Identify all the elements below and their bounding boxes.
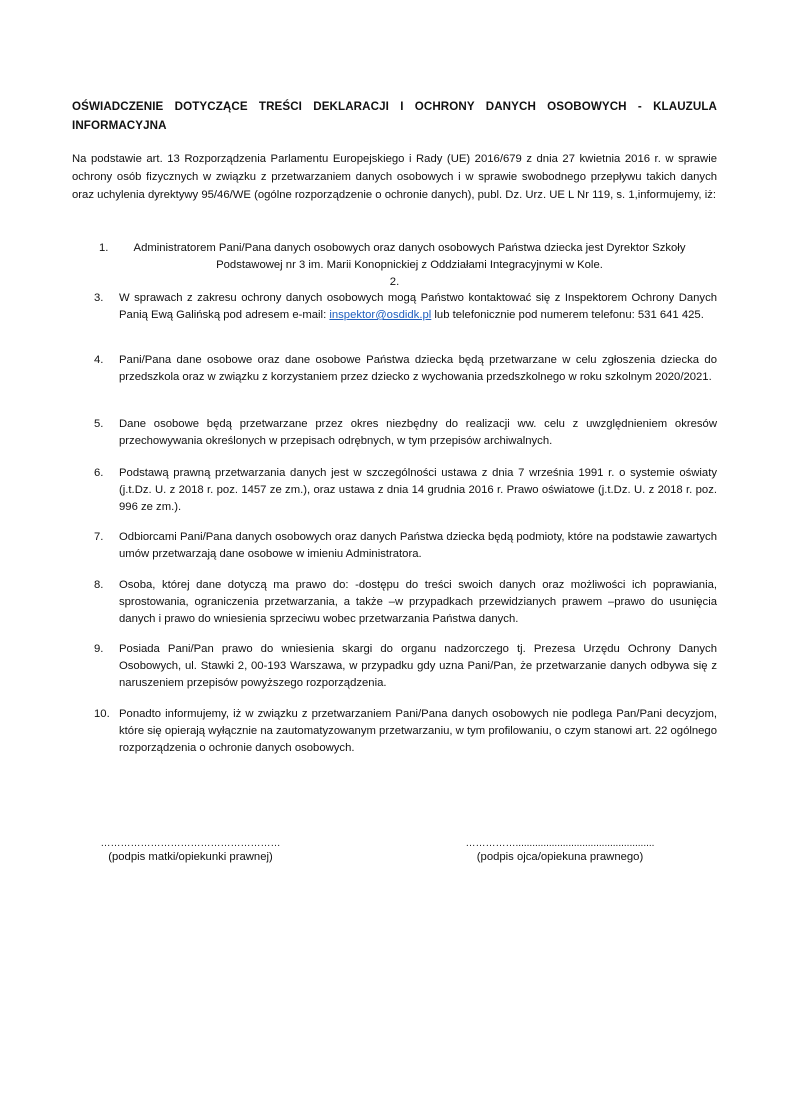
list-item-number: 7. <box>94 531 104 543</box>
list-item-text: Ponadto informujemy, iż w związku z przetwarzaniem Pani/Pana danych osobowych nie podlega Pan/Pani decyzjom, które się opierają wyłącznie na zautomatyzowanym przetwarzaniu, w tym profilowaniu, o czym stanowi art. 22 ogólnego rozporządzenia o ochronie danych osobowych. <box>119 708 717 754</box>
signature-left <box>98 838 283 863</box>
list-item-number: 9. <box>94 643 104 655</box>
list-item-number: 4. <box>94 354 104 366</box>
list-item-sub-number: 2. <box>389 276 400 288</box>
list-item-number: 5. <box>94 418 104 430</box>
list-item-number: 6. <box>94 467 104 479</box>
list-item-text: Osoba, której dane dotyczą ma prawo do: -dostępu do treści swoich danych oraz możliwości ich poprawiania, sprostowania, ograniczenia przetwarzania, a także –w przypadkach przewidzianych prawem –prawo do usunięcia danych i prawo do wniesienia sprzeciwu wobec przetwarzania Państwa danych. <box>119 579 717 625</box>
list-item-9 <box>72 641 717 692</box>
list-item-number: 1. <box>99 242 109 254</box>
list-item-text: Dane osobowe będą przetwarzane przez okres niezbędny do realizacji ww. celu z uwzględnieniem okresów przechowywania określonych w przepisach odrębnych, w tym przepisów archiwalnych. <box>119 418 717 447</box>
signature-label: (podpis matki/opiekunki prawnej) <box>108 851 273 863</box>
list-item-text: Pani/Pana dane osobowe oraz dane osobowe Państwa dziecka będą przetwarzane w celu zgłoszenia dziecka do przedszkola oraz w związku z korzystaniem przez dziecko z wychowania przedszkolnego w roku szkolnym 2020/2021. <box>119 354 717 383</box>
list-item-4 <box>72 352 717 386</box>
list-item-text-after: lub telefonicznie pod numerem telefonu: 531 641 425. <box>431 309 704 321</box>
signature-line: …………….................................................. <box>465 838 655 849</box>
list-item-10 <box>72 706 717 757</box>
list-item-text: Administratorem Pani/Pana danych osobowych oraz danych osobowych Państwa dziecka jest Dyrektor Szkoły Podstawowej nr 3 im. Marii Konopnickiej z Oddziałami Integracyjnymi w Kole. <box>133 242 686 271</box>
list-item-text <box>119 290 717 324</box>
list-item-number: 3. <box>94 292 104 304</box>
list-item-5 <box>72 416 717 450</box>
list-item-7 <box>72 529 717 563</box>
list-item-number: 10. <box>94 708 110 720</box>
signature-label: (podpis ojca/opiekuna prawnego) <box>476 851 644 863</box>
list-item-3 <box>72 290 717 324</box>
list-item-8 <box>72 577 717 628</box>
list-item-text: Odbiorcami Pani/Pana danych osobowych oraz danych Państwa dziecka będą podmioty, które na podstawie zawartych umów przetwarzają dane osobowe w imieniu Administratora. <box>119 531 717 560</box>
list-item-text-before: W sprawach z zakresu ochrony danych osobowych mogą Państwo kontaktować się z Inspektorem Ochrony Danych Panią Ewą Galińską pod adresem e-mail: <box>119 292 717 321</box>
email-link[interactable]: inspektor@osdidk.pl <box>329 309 432 321</box>
list-item-text: Posiada Pani/Pan prawo do wniesienia skargi do organu nadzorczego tj. Prezesa Urzędu Ochrony Danych Osobowych, ul. Stawki 2, 00-193 Warszawa, w przypadku gdy uzna Pani/Pan, że przetwarzanie danych odbywa się z naruszeniem przepisów powyższego rozporządzenia. <box>119 643 717 689</box>
signature-line: ……………………………………………… <box>100 838 281 849</box>
signature-right <box>440 838 680 863</box>
list-item-6 <box>72 465 717 516</box>
list-item-1 <box>72 240 717 291</box>
document-title: OŚWIADCZENIE DOTYCZĄCE TREŚCI DEKLARACJI I OCHRONY DANYCH OSOBOWYCH - KLAUZULA INFORMACYJNA <box>72 100 717 132</box>
list-item-text: Podstawą prawną przetwarzania danych jest w szczególności ustawa z dnia 7 września 1991 r. o systemie oświaty (j.t.Dz. U. z 2018 r. poz. 1457 ze zm.), oraz ustawa z dnia 14 grudnia 2016 r. Prawo oświatowe (j.t.Dz. U. z 2018 r. poz. 996 ze zm.). <box>119 467 717 513</box>
intro-paragraph: Na podstawie art. 13 Rozporządzenia Parlamentu Europejskiego i Rady (UE) 2016/679 z dnia 27 kwietnia 2016 r. w sprawie ochrony osób fizycznych w związku z przetwarzaniem danych osobowych i w sprawie swobodnego przepływu takich danych oraz uchylenia dyrektywy 95/46/WE (ogólne rozporządzenie o ochronie danych), publ. Dz. Urz. UE L Nr 119, s. 1,informujemy, iż: <box>72 153 717 201</box>
list-item-number: 8. <box>94 579 104 591</box>
